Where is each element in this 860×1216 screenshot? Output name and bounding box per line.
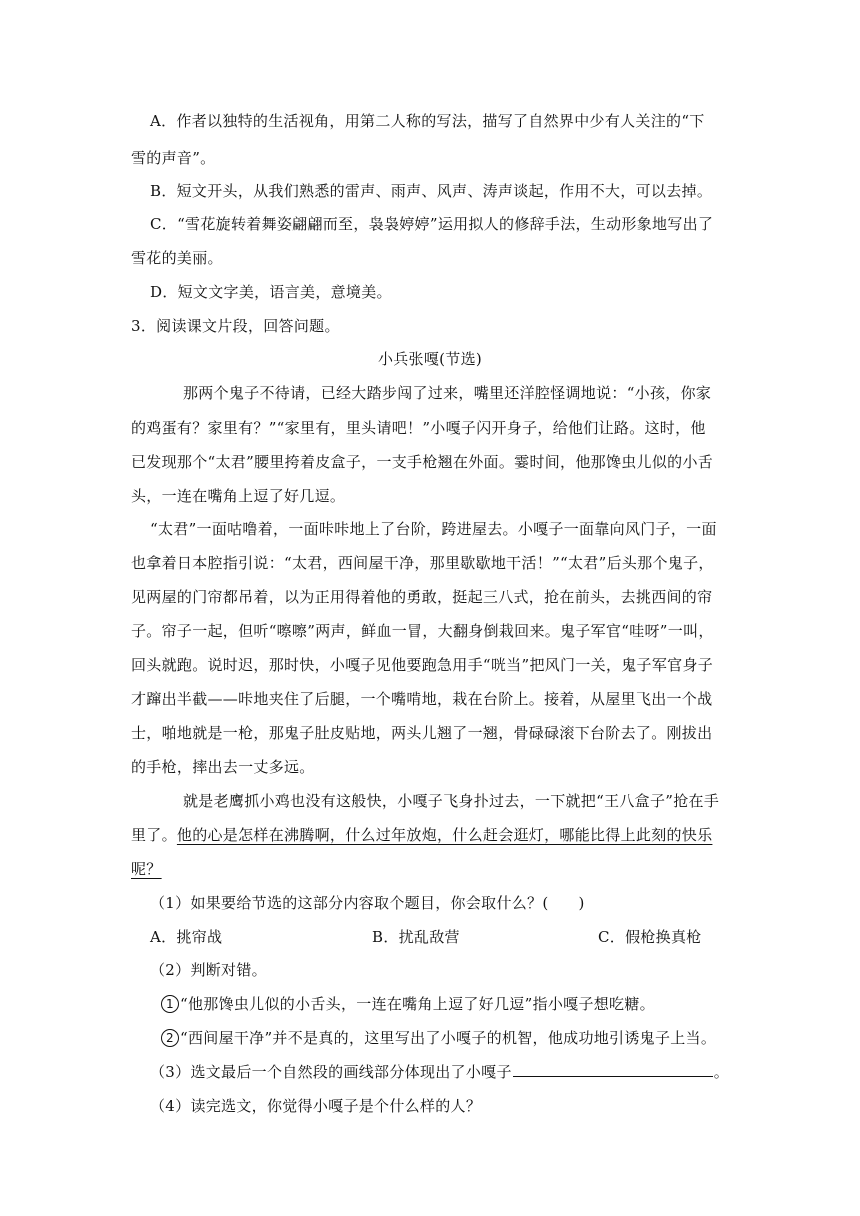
sub-question-1-close: ) xyxy=(578,894,585,912)
passage-p1-line3: 已发现那个“太君”腰里挎着皮盒子，一支手枪翘在外面。霎时间，他那馋虫儿似的小舌 xyxy=(131,453,714,471)
sub-question-1-stem: （1）如果要给节选的这部分内容取个题目，你会取什么？( xyxy=(150,894,549,912)
passage-title: 小兵张嘎(节选) xyxy=(377,350,483,368)
passage-p2-line6: 才蹿出半截——咔地夹住了后腿，一个嘴啃地，栽在台阶上。接着，从屋里飞出一个战 xyxy=(131,690,713,708)
passage-p2-line1: “太君”一面咕噜着，一面咔咔地上了台阶，跨进屋去。小嘎子一面靠向风门子，一面 xyxy=(150,520,717,538)
passage-p3-line3 xyxy=(131,859,162,879)
option-c-line2: 雪花的美丽。 xyxy=(131,249,223,267)
option-a-line2: 雪的声音”。 xyxy=(131,149,216,167)
circled-number-2: 2 xyxy=(161,1029,179,1047)
circled-number-1: 1 xyxy=(161,995,179,1013)
option-c-line1: C．“雪花旋转着舞姿翩翩而至，袅袅婷婷”运用拟人的修辞手法，生动形象地写出了 xyxy=(150,215,714,233)
passage-p2-line7: 士，啪地就是一枪，那鬼子肚皮贴地，两头儿翘了一翘，骨碌碌滚下台阶去了。刚拔出 xyxy=(131,724,713,742)
passage-p2-line3: 见两屋的门帘都吊着，以为正用得着他的勇敢，挺起三八式，抢在前头，去挑西间的帘 xyxy=(131,588,713,606)
sub-question-2-stem: （2）判断对错。 xyxy=(150,961,267,979)
sub-question-1-option-c[interactable]: C．假枪换真枪 xyxy=(598,928,702,946)
sub-question-4-stem: （4）读完选文，你觉得小嘎子是个什么样的人？ xyxy=(150,1097,482,1115)
sub-question-3-stem: （3）选文最后一个自然段的画线部分体现出了小嘎子 xyxy=(150,1063,512,1081)
sub-question-2-item-1 xyxy=(161,994,655,1014)
passage-p2-line5: 回头就跑。说时迟，那时快，小嘎子见他要跑急用手“咣当”把风门一关，鬼子军官身子 xyxy=(131,656,714,674)
option-b-line1: B．短文开头，从我们熟悉的雷声、雨声、风声、涛声谈起，作用不大，可以去掉。 xyxy=(150,182,713,200)
passage-p1-line4: 头，一连在嘴角上逗了好几逗。 xyxy=(131,487,346,505)
passage-p1-line2: 的鸡蛋有？家里有？”“家里有，里头请吧！”小嘎子闪开身子，给他们让路。这时，他 xyxy=(131,419,706,437)
option-d-line1: D．短文文字美，语言美，意境美。 xyxy=(150,283,392,301)
passage-p1-line1: 那两个鬼子不待请，已经大踏步闯了过来，嘴里还洋腔怪调地说：“小孩，你家 xyxy=(183,384,712,402)
passage-p3-underlined-end: 呢？ xyxy=(131,860,162,878)
passage-p2-line2: 也拿着日本腔指引说：“太君，西间屋干净，那里歇歇地干活！”“太君”后头那个鬼子， xyxy=(131,554,714,572)
passage-p3-line1: 就是老鹰抓小鸡也没有这般快，小嘎子飞身扑过去，一下就把“王八盒子”抢在手 xyxy=(183,792,720,810)
sub-question-2-item-2 xyxy=(161,1028,716,1048)
option-a-line1: A．作者以独特的生活视角，用第二人称的写法，描写了自然界中少有人关注的“下 xyxy=(150,112,705,130)
passage-p3-line2 xyxy=(131,825,712,845)
sub-question-1-option-b[interactable]: B．扰乱敌营 xyxy=(372,928,460,946)
sub-question-3 xyxy=(150,1062,729,1082)
sub-question-1 xyxy=(150,893,585,913)
answer-blank-3[interactable] xyxy=(513,1062,713,1077)
passage-p3-line2-plain: 里了。 xyxy=(131,826,177,844)
sub-question-1-option-a[interactable]: A．挑帘战 xyxy=(150,928,223,946)
question-3-stem: 3．阅读课文片段，回答问题。 xyxy=(131,317,340,335)
passage-p3-underlined-text: 他的心是怎样在沸腾啊，什么过年放炮，什么赶会逛灯，哪能比得上此刻的快乐 xyxy=(176,826,713,844)
sub-question-2-item-1-text: “他那馋虫儿似的小舌头，一连在嘴角上逗了好几逗”指小嘎子想吃糖。 xyxy=(180,995,655,1013)
passage-p2-line4: 子。帘子一起，但听“嚓嚓”两声，鲜血一冒，大翻身倒栽回来。鬼子军官“哇呀”一叫， xyxy=(131,622,714,640)
sub-question-3-end: 。 xyxy=(713,1063,730,1081)
passage-p2-line8: 的手枪，摔出去一丈多远。 xyxy=(131,758,315,776)
sub-question-2-item-2-text: “西间屋干净”并不是真的，这里写出了小嘎子的机智，他成功地引诱鬼子上当。 xyxy=(180,1029,717,1047)
